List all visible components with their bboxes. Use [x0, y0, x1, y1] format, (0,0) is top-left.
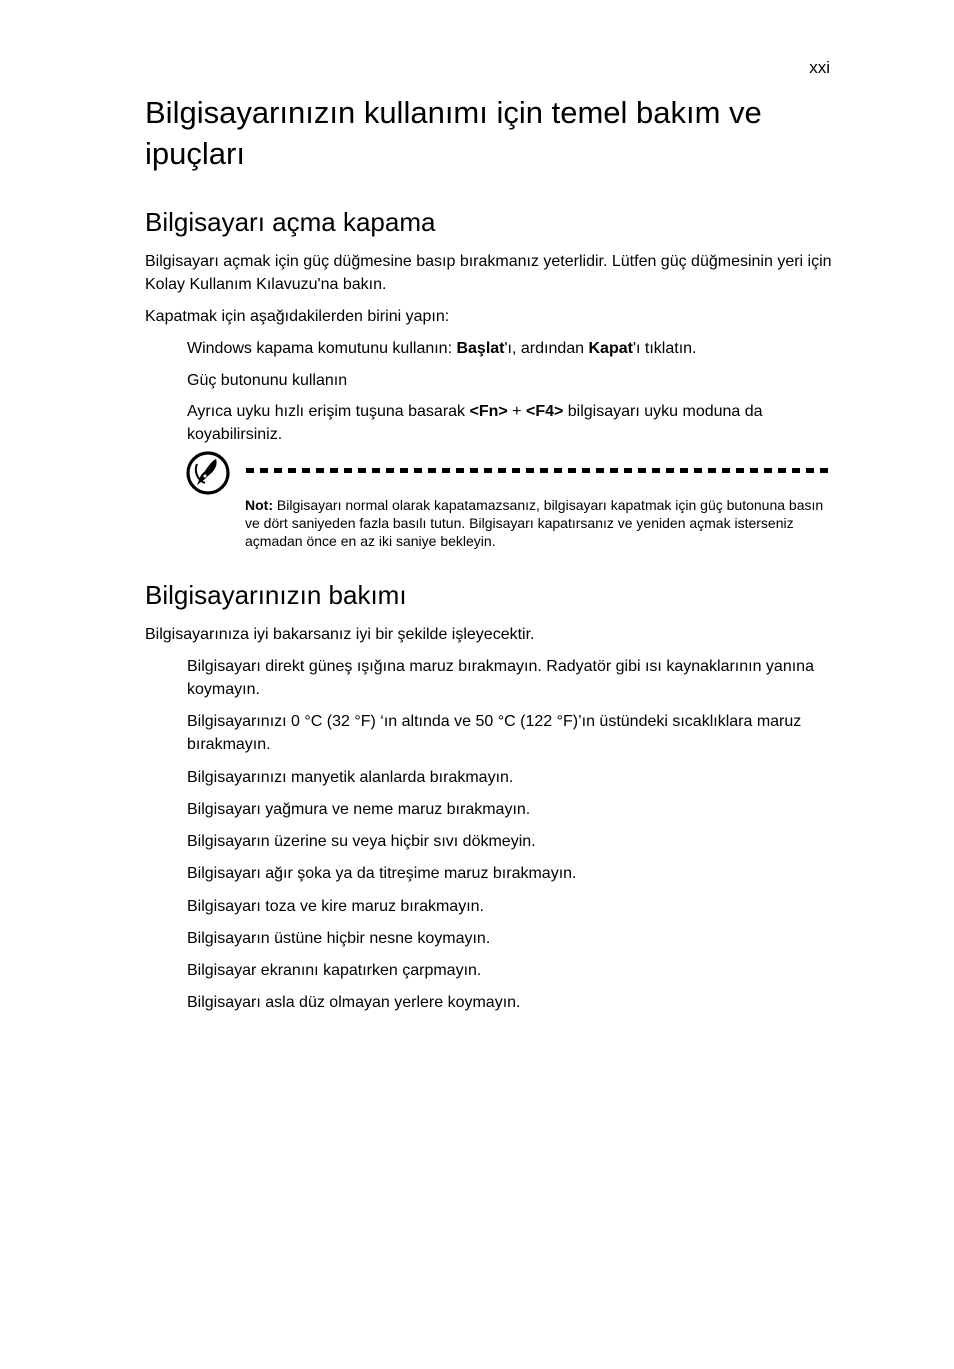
care-item: Bilgisayarın üzerine su veya hiçbir sıvı dökmeyin.: [187, 833, 536, 850]
care-item: Bilgisayar ekranını kapatırken çarpmayın.: [187, 962, 482, 979]
page-number: xxi: [809, 58, 830, 77]
power-intro: Bilgisayarı açmak için güç düğmesine basıp bırakmanız yeterlidir. Lütfen güç düğmesinin yeri için Kolay Kullanım Kılavuzu'na bakın.: [145, 253, 832, 293]
care-item: Bilgisayarın üstüne hiçbir nesne koymayın.: [187, 930, 491, 947]
note-separator: [246, 468, 830, 473]
care-item: Bilgisayarı asla düz olmayan yerlere koymayın.: [187, 994, 521, 1011]
care-item: Bilgisayarı direkt güneş ışığına maruz bırakmayın. Radyatör gibi ısı kaynaklarının yanına koymayın.: [187, 658, 814, 698]
care-item: Bilgisayarı toza ve kire maruz bırakmayın.: [187, 898, 484, 915]
section-heading-power: Bilgisayarı açma kapama: [145, 207, 436, 237]
care-intro: Bilgisayarınıza iyi bakarsanız iyi bir şekilde işleyecektir.: [145, 626, 535, 643]
care-item: Bilgisayarı ağır şoka ya da titreşime maruz bırakmayın.: [187, 865, 577, 882]
power-off-item-button: Güç butonunu kullanın: [187, 372, 348, 389]
power-off-item-sleep: Ayrıca uyku hızlı erişim tuşuna basarak <Fn> + <F4> bilgisayarı uyku moduna da koyabilirsiniz.: [187, 403, 763, 443]
care-item: Bilgisayarınızı 0 °C (32 °F) ‘ın altında ve 50 °C (122 °F)’ın üstündeki sıcaklıklara maruz bırakmayın.: [187, 713, 802, 753]
page-title: Bilgisayarınızın kullanımı için temel bakım ve ipuçları: [145, 95, 762, 171]
power-off-item-windows: Windows kapama komutunu kullanın: Başlat'ı, ardından Kapat'ı tıklatın.: [187, 340, 697, 357]
section-heading-care: Bilgisayarınızın bakımı: [145, 580, 407, 610]
care-item: Bilgisayarı yağmura ve neme maruz bırakmayın.: [187, 801, 531, 818]
care-item: Bilgisayarınızı manyetik alanlarda bırakmayın.: [187, 769, 514, 786]
note-pen-icon: [185, 450, 231, 496]
power-off-intro: Kapatmak için aşağıdakilerden birini yapın:: [145, 308, 450, 325]
note-text: Not: Bilgisayarı normal olarak kapatamazsanız, bilgisayarı kapatmak için güç butonuna basın ve dört saniyeden fazla basılı tutun. Bilgisayarı kapatırsanız ve yeniden açmak isterseniz açmadan önce en az iki saniye bekleyin.: [245, 497, 824, 549]
